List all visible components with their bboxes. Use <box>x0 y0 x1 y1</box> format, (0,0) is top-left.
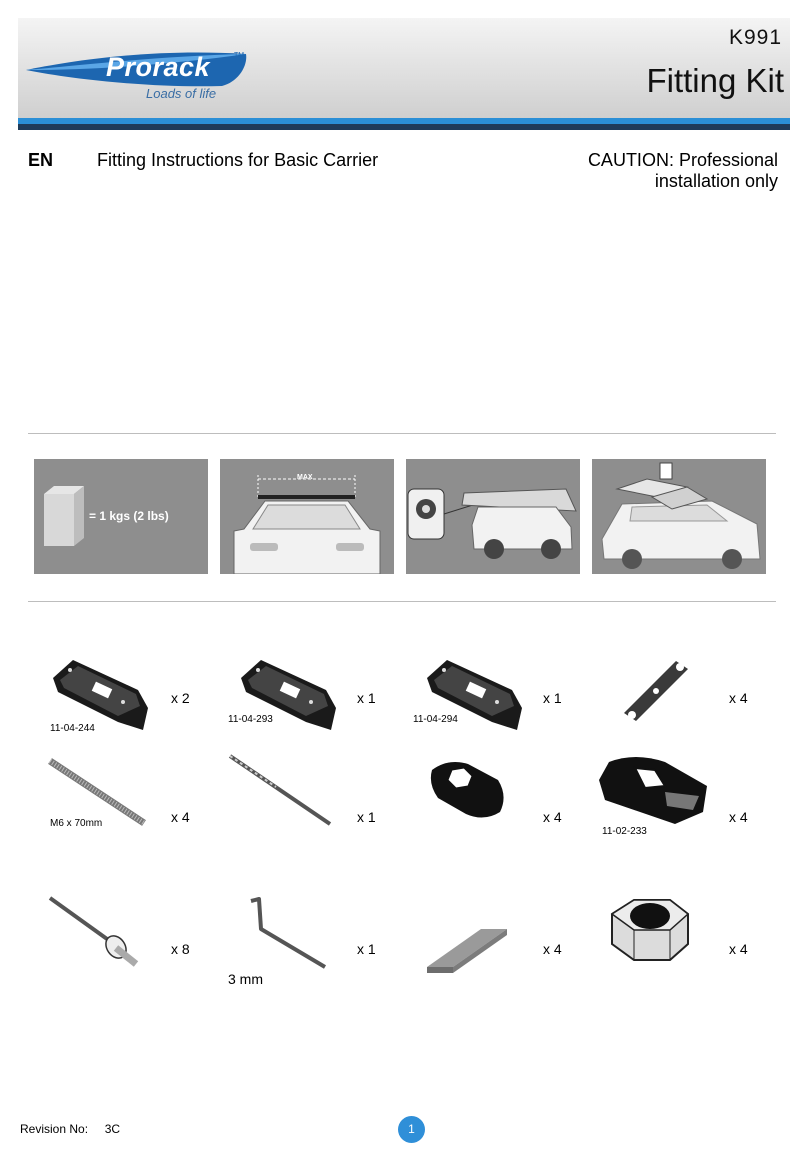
part-code: 3 mm <box>228 971 263 987</box>
weight-label: = 1 kgs (2 lbs) <box>89 509 169 523</box>
part-qty: x 4 <box>171 809 190 825</box>
car-with-load-strap-icon <box>406 459 580 574</box>
part-qty: x 4 <box>729 941 748 957</box>
roof-foot-icon <box>422 650 537 740</box>
drill-bit-icon <box>226 752 336 830</box>
revision-label: Revision No: <box>20 1122 89 1136</box>
kit-title: Fitting Kit <box>646 62 784 99</box>
header-stripe-navy <box>18 124 790 130</box>
divider-top <box>28 433 776 434</box>
part-qty: x 1 <box>357 941 376 957</box>
language-code: EN <box>28 150 54 170</box>
part-qty: x 4 <box>543 941 562 957</box>
brand-logo-text: Prorack <box>106 52 211 82</box>
part-code: 11-04-293 <box>228 714 273 725</box>
divider-bottom <box>28 601 776 602</box>
roof-foot-icon <box>236 650 351 740</box>
page-number-badge: 1 <box>398 1116 425 1143</box>
header-banner <box>18 18 790 130</box>
part-qty: x 4 <box>543 809 562 825</box>
instructions-title: Fitting Instructions for Basic Carrier <box>97 150 379 170</box>
part-code: M6 x 70mm <box>50 818 103 829</box>
part-code: 11-04-294 <box>413 714 458 725</box>
part-qty: x 4 <box>729 809 748 825</box>
link-plate-icon <box>618 655 693 725</box>
brand-trademark: TM <box>234 52 245 59</box>
caution-note: CAUTION: Professional installation only <box>587 150 778 191</box>
part-qty: x 4 <box>729 690 748 706</box>
strap-panel <box>406 459 580 574</box>
hex-key-icon <box>243 895 333 975</box>
car-with-roof-load-icon <box>592 459 766 574</box>
part-qty: x 1 <box>357 690 376 706</box>
revision-info <box>20 1122 120 1136</box>
rivet-icon <box>44 892 144 970</box>
nylon-nut-icon <box>606 896 692 968</box>
rubber-pad-icon <box>428 756 508 822</box>
part-qty: x 2 <box>171 690 190 706</box>
brand-tagline: Loads of life <box>146 86 217 101</box>
bracket-icon <box>595 752 717 827</box>
bar-width-panel <box>220 459 394 574</box>
loaded-car-panel <box>592 459 766 574</box>
part-qty: x 1 <box>543 690 562 706</box>
model-code: K991 <box>728 26 782 49</box>
shim-icon <box>425 925 509 975</box>
part-qty: x 1 <box>357 809 376 825</box>
max-label: MAX <box>297 474 313 481</box>
part-code: 11-04-244 <box>50 723 95 734</box>
part-qty: x 8 <box>171 941 190 957</box>
revision-value: 3C <box>104 1122 121 1136</box>
weight-panel <box>34 459 208 574</box>
part-code: 11-02-233 <box>602 826 647 837</box>
